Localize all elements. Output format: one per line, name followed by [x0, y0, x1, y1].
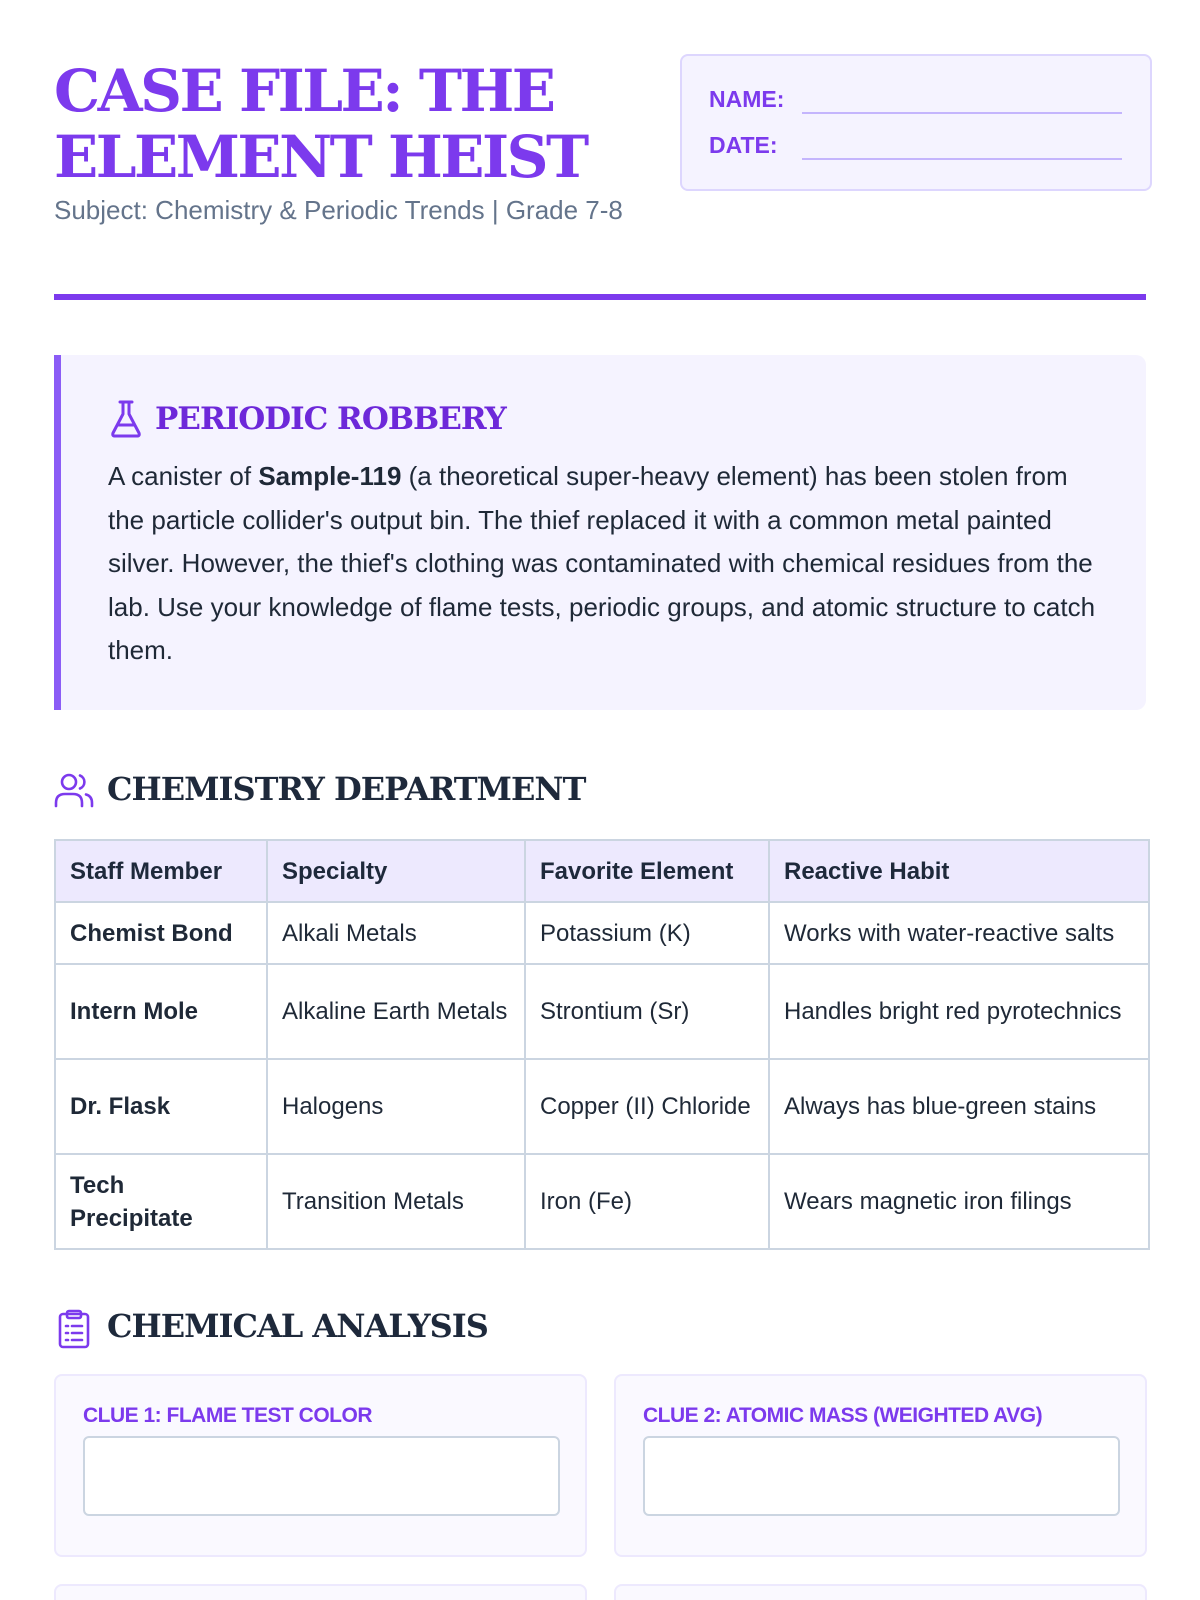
- clue-label: CLUE 1: FLAME TEST COLOR: [83, 1404, 372, 1427]
- staff-name: Tech Precipitate: [55, 1154, 267, 1249]
- department-title: CHEMISTRY DEPARTMENT: [107, 770, 586, 808]
- staff-specialty: Alkaline Earth Metals: [267, 964, 525, 1059]
- analysis-title: CHEMICAL ANALYSIS: [107, 1307, 488, 1345]
- page-title: CASE FILE: THE ELEMENT HEIST: [54, 57, 587, 191]
- clue-card-partial: [614, 1584, 1147, 1600]
- staff-favorite-element: Iron (Fe): [525, 1154, 769, 1249]
- column-header: Favorite Element: [525, 840, 769, 902]
- student-info-box: [680, 54, 1152, 191]
- column-header: Staff Member: [55, 840, 267, 902]
- worksheet-header: [54, 54, 1146, 302]
- staff-habit: Always has blue-green stains: [769, 1059, 1149, 1154]
- flask-icon: [109, 399, 143, 439]
- story-panel: [54, 355, 1146, 710]
- name-label: NAME:: [709, 86, 785, 112]
- story-text: A canister of Sample-119 (a theoretical super-heavy element) has been stolen from the particle collider's output bin. The thief replaced it with a common metal painted silver. However, the thief's clothing was contaminated with chemical residues from the lab. Use your knowledge of flame tests, periodic groups, and atomic structure to catch them.: [108, 461, 1096, 665]
- story-title: PERIODIC ROBBERY: [155, 401, 506, 437]
- table-row: [55, 964, 1149, 1059]
- date-label: DATE:: [709, 132, 778, 158]
- analysis-heading: [54, 1305, 754, 1349]
- clue-label: CLUE 2: ATOMIC MASS (WEIGHTED AVG): [643, 1404, 1043, 1427]
- staff-name: Intern Mole: [55, 964, 267, 1059]
- name-field[interactable]: [802, 112, 1122, 114]
- clipboard-icon: [54, 1309, 94, 1349]
- sample-name: Sample-119: [258, 461, 402, 491]
- staff-specialty: Halogens: [267, 1059, 525, 1154]
- date-field[interactable]: [802, 158, 1122, 160]
- page-subtitle: Subject: Chemistry & Periodic Trends | Grade 7-8: [54, 195, 623, 225]
- department-heading: [54, 768, 754, 812]
- clue-card: [614, 1374, 1147, 1557]
- table-row: [55, 1154, 1149, 1249]
- users-icon: [54, 772, 94, 808]
- staff-name: Chemist Bond: [55, 902, 267, 964]
- column-header: Reactive Habit: [769, 840, 1149, 902]
- staff-habit: Works with water-reactive salts: [769, 902, 1149, 964]
- clue-card: [54, 1374, 587, 1557]
- table-header-row: [55, 840, 1149, 902]
- staff-favorite-element: Copper (II) Chloride: [525, 1059, 769, 1154]
- table-row: [55, 1059, 1149, 1154]
- flame-test-answer-field[interactable]: [83, 1436, 560, 1516]
- staff-habit: Handles bright red pyrotechnics: [769, 964, 1149, 1059]
- clue-card-partial: [54, 1584, 587, 1600]
- column-header: Specialty: [267, 840, 525, 902]
- staff-favorite-element: Strontium (Sr): [525, 964, 769, 1059]
- atomic-mass-answer-field[interactable]: [643, 1436, 1120, 1516]
- staff-specialty: Alkali Metals: [267, 902, 525, 964]
- staff-specialty: Transition Metals: [267, 1154, 525, 1249]
- staff-habit: Wears magnetic iron filings: [769, 1154, 1149, 1249]
- staff-favorite-element: Potassium (K): [525, 902, 769, 964]
- header-divider: [54, 294, 1146, 300]
- staff-name: Dr. Flask: [55, 1059, 267, 1154]
- staff-table: [54, 839, 1150, 1250]
- table-row: [55, 902, 1149, 964]
